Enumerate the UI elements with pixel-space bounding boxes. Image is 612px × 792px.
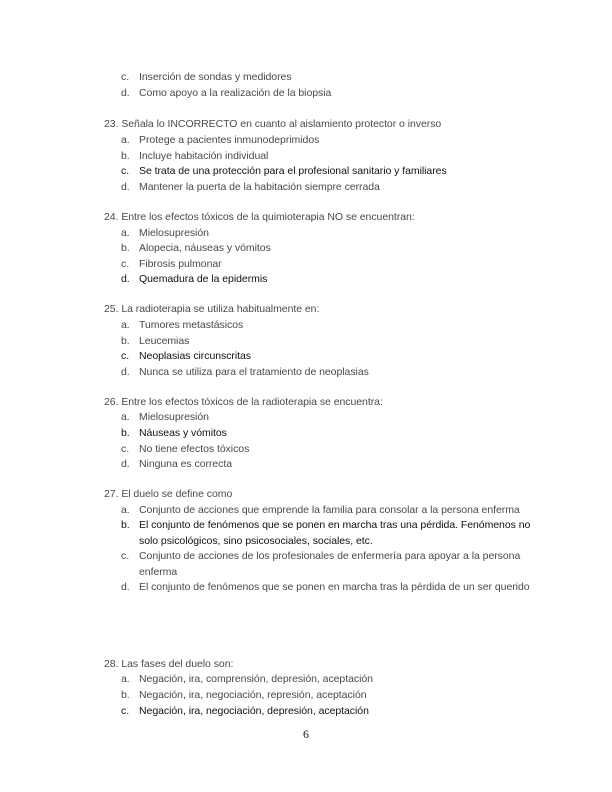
- q24-option-d-answer: d. Quemadura de la epidermis: [121, 273, 268, 285]
- q27-option-c: c. Conjunto de acciones de los profesionales de enfermería para apoyar a la persona: [121, 550, 521, 562]
- q22-option-d: d. Como apoyo a la realización de la biopsia: [121, 87, 332, 99]
- q27-option-d: d. El conjunto de fenómenos que se ponen en marcha tras la pérdida de un ser querido: [121, 581, 530, 593]
- q27-stem: 27. El duelo se define como: [104, 488, 233, 500]
- q25-option-b: b. Leucemias: [121, 335, 190, 347]
- q25-option-a: a. Tumores metastásicos: [121, 319, 244, 331]
- q22-option-c: c. Inserción de sondas y medidores: [121, 71, 292, 83]
- q24-stem: 24. Entre los efectos tóxicos de la quimioterapia NO se encuentran:: [104, 211, 415, 223]
- q26-option-b-answer: b. Náuseas y vómitos: [121, 427, 227, 439]
- q27-option-a: a. Conjunto de acciones que emprende la familia para consolar a la persona enferma: [121, 504, 520, 516]
- q23-stem: 23. Señala lo INCORRECTO en cuanto al aislamiento protector o inverso: [104, 118, 442, 130]
- q24-option-c: c. Fibrosis pulmonar: [121, 258, 222, 270]
- q23-option-b: b. Incluye habitación individual: [121, 150, 269, 162]
- q24-option-b: b. Alopecia, náuseas y vómitos: [121, 242, 271, 254]
- q27-option-b-continuation: solo psicológicos, sino psicosociales, sociales, etc.: [139, 535, 373, 547]
- q25-option-c-answer: c. Neoplasias circunscritas: [121, 350, 252, 362]
- q27-option-c-continuation: enferma: [139, 566, 178, 578]
- q23-option-c-answer: c. Se trata de una protección para el profesional sanitario y familiares: [121, 165, 447, 177]
- q28-option-c-answer: c. Negación, ira, negociación, depresión, aceptación: [121, 705, 369, 717]
- q26-option-c: c. No tiene efectos tóxicos: [121, 443, 250, 455]
- q25-option-d: d. Nunca se utiliza para el tratamiento de neoplasias: [121, 366, 369, 378]
- q26-option-d: d. Ninguna es correcta: [121, 458, 233, 470]
- q24-option-a: a. Mielosupresión: [121, 227, 209, 239]
- q28-stem: 28. Las fases del duelo son:: [104, 658, 234, 670]
- q26-stem: 26. Entre los efectos tóxicos de la radioterapia se encuentra:: [104, 396, 383, 408]
- q28-option-b: b. Negación, ira, negociación, represión, aceptación: [121, 689, 367, 701]
- q23-option-a: a. Protege a pacientes inmunodeprimidos: [121, 134, 320, 146]
- q28-option-a: a. Negación, ira, comprensión, depresión, aceptación: [121, 673, 373, 685]
- q27-option-b-answer: b. El conjunto de fenómenos que se ponen en marcha tras una pérdida. Fenómenos no: [121, 519, 531, 531]
- q26-option-a: a. Mielosupresión: [121, 411, 209, 423]
- q25-stem: 25. La radioterapia se utiliza habitualmente en:: [104, 303, 320, 315]
- page-number: 6: [303, 727, 309, 741]
- q23-option-d: d. Mantener la puerta de la habitación siempre cerrada: [121, 181, 380, 193]
